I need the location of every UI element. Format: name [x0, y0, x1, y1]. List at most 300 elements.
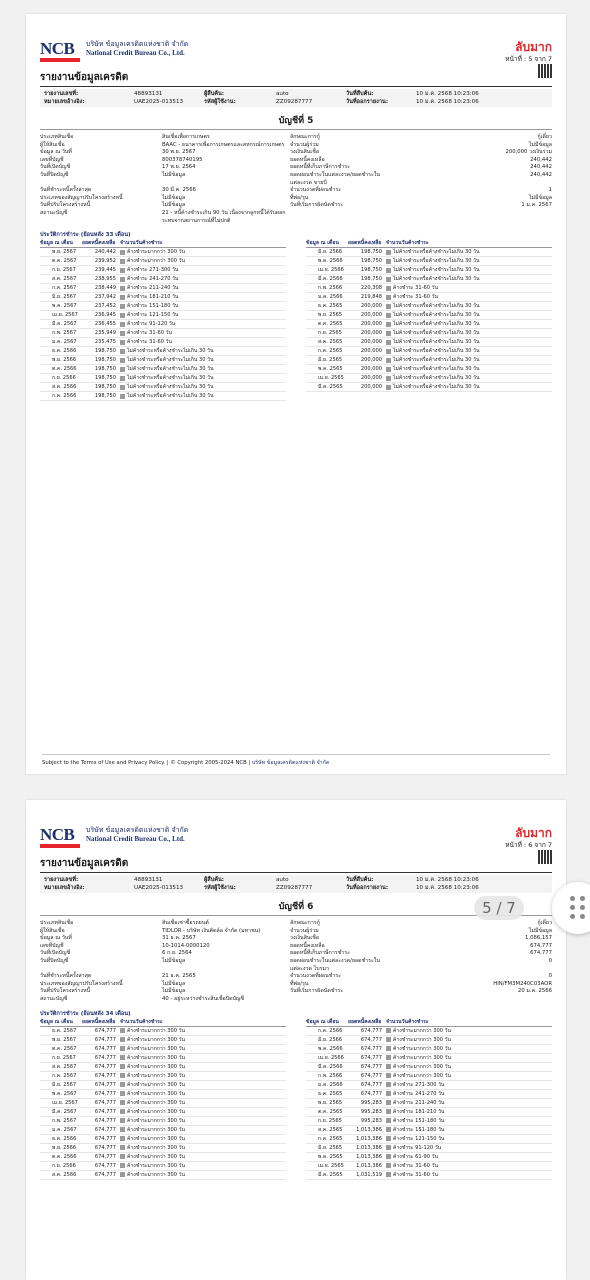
info-cell	[392, 996, 552, 1004]
history-month: ก.ค. 2567	[52, 285, 77, 292]
history-header-cell: จำนวนวันค้างชำระ	[120, 240, 163, 247]
history-month: พ.ค. 2567	[52, 1090, 77, 1097]
history-status-text: ค้างชำระ 211-240 วัน	[393, 1099, 445, 1106]
confidential-label: ลับมาก	[515, 40, 552, 54]
table-row	[40, 257, 286, 266]
info-cell: กู้เดี่ยว	[537, 920, 552, 926]
status-square-icon	[120, 1109, 125, 1114]
history-status-text: ไม่ค้างชำระหรือค้างชำระไม่เกิน 30 วัน	[127, 384, 214, 391]
status-square-icon	[386, 1064, 391, 1069]
status-square-icon	[386, 1127, 391, 1132]
history-status-text: ไม่ค้างชำระหรือค้างชำระไม่เกิน 30 วัน	[393, 348, 480, 355]
table-row	[40, 284, 286, 293]
ncb-logo	[40, 826, 82, 848]
status-square-icon	[120, 349, 125, 354]
table-row	[306, 1072, 552, 1081]
company-name-th: บริษัท ข้อมูลเครดิตแห่งชาติ จำกัด	[86, 40, 189, 48]
table-row	[40, 1135, 286, 1144]
history-month: พ.ย. 2567	[52, 1036, 77, 1043]
info-cell: 30 มี.ค. 2566	[162, 187, 196, 194]
status-square-icon	[386, 1109, 391, 1114]
status-square-icon	[386, 1091, 391, 1096]
history-status-text: ไม่ค้างชำระหรือค้างชำระไม่เกิน 30 วัน	[393, 357, 480, 364]
table-row	[40, 329, 286, 338]
report-header	[40, 826, 552, 852]
table-row	[306, 1162, 552, 1171]
table-row	[40, 1117, 286, 1126]
history-month: มี.ค. 2566	[318, 276, 343, 283]
table-row	[306, 356, 552, 365]
table-row	[40, 1126, 286, 1135]
history-balance: 674,777	[94, 1117, 116, 1124]
table-row	[40, 1162, 286, 1171]
info-cell: ไม่มีข้อมูล	[162, 957, 186, 964]
status-square-icon	[120, 394, 125, 399]
table-row	[306, 293, 552, 302]
history-month: เม.ย. 2566	[318, 1054, 344, 1061]
info-cell: ไม่มีข้อมูล	[528, 194, 552, 201]
status-square-icon	[120, 250, 125, 255]
meta-v3: 10 ม.ค. 2568 10:23:06	[416, 99, 479, 105]
history-status	[120, 356, 286, 364]
history-status	[120, 1063, 286, 1071]
report-page-5	[26, 14, 566, 774]
qr-code-icon	[538, 850, 552, 864]
history-header	[306, 1018, 552, 1027]
history-status-text: ไม่ค้างชำระหรือค้างชำระไม่เกิน 30 วัน	[393, 267, 480, 274]
history-month: มิ.ย. 2567	[52, 294, 77, 301]
history-status	[386, 1144, 552, 1152]
status-square-icon	[120, 1145, 125, 1150]
history-status	[386, 1135, 552, 1143]
status-square-icon	[386, 1136, 391, 1141]
history-header-cell: ข้อมูล ณ เดือน	[306, 240, 339, 247]
table-row	[306, 311, 552, 320]
history-balance: 198,750	[360, 276, 382, 283]
info-cell: ประเภทของสัญญาปรับโครงสร้างหนี้	[40, 980, 123, 987]
meta-k: รายงานเลขที่:	[44, 877, 79, 883]
history-status-text: ค้างชำระ 31-60 วัน	[127, 330, 172, 337]
table-row	[306, 1117, 552, 1126]
history-status	[386, 1162, 552, 1170]
history-status	[386, 1117, 552, 1125]
info-cell: ไม่มีข้อมูล	[528, 927, 552, 934]
table-row	[40, 1171, 286, 1180]
history-status	[120, 302, 286, 310]
history-balance: 674,777	[360, 1045, 382, 1052]
report-title-text: รายงานข้อมูลเครดิต	[40, 858, 129, 869]
history-status	[120, 329, 286, 337]
history-balance: 200,000	[360, 348, 382, 355]
status-square-icon	[386, 1172, 391, 1177]
page-footer	[42, 754, 550, 767]
history-status	[120, 1144, 286, 1152]
history-balance: 198,750	[360, 249, 382, 256]
history-balance: 238,955	[94, 276, 116, 283]
history-balance: 1,013,386	[356, 1162, 382, 1169]
history-status	[120, 383, 286, 391]
info-cell: ประเภทของสัญญาปรับโครงสร้างหนี้	[40, 194, 123, 201]
meta-v: 48893131	[134, 91, 163, 97]
info-cell: วันที่ชำระหนี้ครั้งล่าสุด	[40, 973, 92, 980]
meta-k2: รหัสผู้ใช้งาน:	[204, 885, 236, 891]
status-square-icon	[120, 322, 125, 327]
history-status-text: ค้างชำระมากกว่า 300 วัน	[127, 1063, 185, 1070]
info-cell: 10-1014-0000120	[162, 942, 210, 949]
history-balance: 674,777	[94, 1081, 116, 1088]
company-name-en: National Credit Bureau Co., Ltd.	[86, 835, 185, 843]
history-balance: 995,283	[360, 1099, 382, 1106]
table-row	[40, 320, 286, 329]
history-status	[386, 1090, 552, 1098]
table-row	[306, 329, 552, 338]
table-row	[306, 248, 552, 257]
report-title-text: รายงานข้อมูลเครดิต	[40, 72, 129, 83]
table-row	[40, 275, 286, 284]
history-month: ธ.ค. 2565	[318, 303, 343, 310]
info-cell: จำนวนงวดที่ผ่อนชำระ	[290, 973, 341, 980]
history-header-cell: จำนวนวันค้างชำระ	[386, 240, 429, 247]
report-meta	[40, 875, 552, 893]
grid-dots-icon	[570, 896, 586, 920]
info-cell: ประเภทสินเชื่อ	[40, 134, 74, 140]
table-row	[306, 275, 552, 284]
history-status-text: ค้างชำระ 211-240 วัน	[127, 285, 179, 292]
footer-link[interactable]: บริษัท ข้อมูลเครดิตแห่งชาติ จำกัด	[251, 760, 330, 766]
info-cell: ประเภทสินเชื่อ	[40, 920, 74, 926]
history-balance: 674,777	[94, 1108, 116, 1115]
history-status	[120, 1108, 286, 1116]
info-cell: ผู้ให้สินเชื่อ	[40, 141, 65, 148]
table-row	[306, 1036, 552, 1045]
report-meta	[40, 89, 552, 107]
history-balance: 674,777	[94, 1099, 116, 1106]
meta-v3: 10 ม.ค. 2568 10:23:06	[416, 91, 479, 97]
table-row	[306, 347, 552, 356]
history-balance: 674,777	[94, 1072, 116, 1079]
report-page-6	[26, 800, 566, 1280]
history-balance: 995,283	[360, 1117, 382, 1124]
history-column	[40, 1018, 286, 1180]
history-month: ก.พ. 2567	[52, 1117, 77, 1124]
history-month: ก.ย. 2565	[318, 330, 342, 337]
history-balance: 200,000	[360, 366, 382, 373]
status-square-icon	[386, 304, 391, 309]
history-header	[40, 239, 286, 248]
payment-history	[40, 1018, 552, 1180]
history-header-cell: ยอดหนี้คงเหลือ	[82, 240, 116, 247]
history-status-text: ค้างชำระมากกว่า 300 วัน	[127, 1117, 185, 1124]
history-month: มิ.ย. 2566	[318, 249, 343, 256]
history-status-text: ค้างชำระ 31-60 วัน	[393, 1162, 438, 1169]
table-row	[40, 383, 286, 392]
history-month: ม.ค. 2566	[318, 294, 343, 301]
status-square-icon	[120, 1091, 125, 1096]
history-balance: 239,445	[94, 267, 116, 274]
status-square-icon	[120, 268, 125, 273]
report-title	[40, 70, 552, 87]
history-month: ม.ค. 2567	[52, 1126, 77, 1133]
info-cell: 674,777	[530, 950, 552, 957]
status-square-icon	[120, 1028, 125, 1033]
status-square-icon	[120, 1163, 125, 1168]
history-status-text: ค้างชำระมากกว่า 300 วัน	[127, 1153, 185, 1160]
history-month: ต.ค. 2567	[52, 258, 77, 265]
account-title: บัญชีที่ 6	[40, 899, 552, 916]
history-status	[386, 1054, 552, 1062]
history-status	[120, 1081, 286, 1089]
history-status-text: ค้างชำระ 151-180 วัน	[393, 1117, 445, 1124]
status-square-icon	[120, 331, 125, 336]
history-status	[386, 1027, 552, 1035]
history-balance: 674,777	[94, 1162, 116, 1169]
table-row	[306, 1099, 552, 1108]
logo-bar	[40, 58, 80, 62]
info-cell: 30 พ.ย. 2567	[162, 149, 196, 156]
history-month: มี.ค. 2565	[318, 384, 343, 391]
history-balance: 674,777	[360, 1036, 382, 1043]
page-number: หน้าที่ : 5 จาก 7	[505, 55, 552, 63]
history-status-text: ค้างชำระ 241-270 วัน	[127, 276, 179, 283]
info-cell: HIN/FM3M240C03AOR	[493, 980, 552, 987]
account-info	[40, 920, 552, 1004]
history-status-text: ไม่ค้างชำระหรือค้างชำระไม่เกิน 30 วัน	[393, 312, 480, 319]
logo-text: NCB	[40, 825, 75, 844]
info-cell	[392, 210, 552, 225]
history-status	[386, 1063, 552, 1071]
history-status	[120, 374, 286, 382]
table-row	[40, 1072, 286, 1081]
history-balance: 1,031,519	[356, 1171, 382, 1178]
info-cell	[290, 210, 392, 225]
history-status-text: ค้างชำระมากกว่า 300 วัน	[393, 1054, 451, 1061]
history-status	[120, 392, 286, 400]
status-square-icon	[386, 1028, 391, 1033]
company-name	[86, 826, 188, 844]
history-status-text: ค้างชำระ 271-300 วัน	[127, 267, 179, 274]
history-status	[386, 383, 552, 391]
history-status-text: ไม่ค้างชำระหรือค้างชำระไม่เกิน 30 วัน	[393, 303, 480, 310]
table-row	[306, 1171, 552, 1180]
history-header-cell: ข้อมูล ณ เดือน	[306, 1018, 339, 1025]
history-month: มี.ค. 2567	[52, 321, 77, 328]
table-row	[306, 1144, 552, 1153]
history-status-text: ค้างชำระมากกว่า 300 วัน	[127, 1162, 185, 1169]
info-cell: วันที่เปิดบัญชี	[40, 164, 71, 171]
history-status	[120, 365, 286, 373]
info-cell: 240,442	[530, 171, 552, 178]
info-cell: สถานะบัญชี	[40, 209, 68, 216]
info-cell: 20 ม.ค. 2566	[518, 988, 552, 995]
history-month: ก.พ. 2566	[318, 285, 343, 292]
info-cell: ผู้ให้สินเชื่อ	[40, 927, 65, 934]
history-status	[120, 275, 286, 283]
history-balance: 674,777	[94, 1171, 116, 1178]
table-row	[306, 1090, 552, 1099]
status-square-icon	[386, 358, 391, 363]
info-cell: จำนวนงวดที่ผ่อนชำระ	[290, 187, 341, 194]
info-cell: วันที่เริ่มการผิดนัดชำระ	[290, 988, 344, 995]
history-month: ก.ย. 2567	[52, 1054, 76, 1061]
history-balance: 200,000	[360, 384, 382, 391]
history-status	[120, 1162, 286, 1170]
meta-k: รายงานเลขที่:	[44, 91, 79, 97]
info-cell: 1,086,157	[525, 935, 552, 942]
status-square-icon	[120, 1073, 125, 1078]
history-month: มิ.ย. 2566	[318, 1036, 343, 1043]
status-square-icon	[120, 1037, 125, 1042]
history-header-cell: ยอดหนี้คงเหลือ	[348, 240, 382, 247]
history-balance: 674,777	[360, 1063, 382, 1070]
history-status-text: ค้างชำระ 91-120 วัน	[393, 1144, 442, 1151]
meta-v: UAE2025-013513	[134, 99, 184, 105]
info-cell: ข้อมูล ณ วันที่	[40, 149, 72, 156]
table-row	[40, 248, 286, 257]
history-status-text: ค้างชำระ 151-180 วัน	[127, 303, 179, 310]
table-row	[306, 1081, 552, 1090]
info-cell: ที่พ่อ/รุน	[290, 980, 309, 987]
history-status	[386, 284, 552, 292]
history-balance: 674,777	[94, 1063, 116, 1070]
history-balance: 220,308	[360, 285, 382, 292]
history-status	[120, 320, 286, 328]
history-status	[386, 320, 552, 328]
status-square-icon	[120, 304, 125, 309]
history-status-text: ค้างชำระมากกว่า 300 วัน	[127, 1171, 185, 1178]
history-balance: 1,013,386	[356, 1153, 382, 1160]
history-status	[120, 1099, 286, 1107]
history-balance: 200,000	[360, 339, 382, 346]
info-cell: 40 - อยู่ระหว่างชำระสินเชื่อปิดบัญชี	[162, 995, 244, 1002]
payment-history-label: ประวัติการชำระ (ย้อนหลัง 33 เดือน)	[40, 232, 131, 239]
info-cell: วันที่เปิดบัญชี	[40, 950, 71, 957]
qr-code-icon	[538, 64, 552, 78]
footer-text: Subject to the Terms of Use and Privacy Policy. | © Copyright 2005-2024 NCB |	[42, 760, 251, 766]
history-status	[386, 1171, 552, 1179]
table-row	[306, 1126, 552, 1135]
history-month: มี.ค. 2566	[318, 1063, 343, 1070]
history-balance: 200,000	[360, 357, 382, 364]
meta-k3: วันที่ออกรายงาน:	[346, 99, 389, 105]
history-month: ก.ย. 2566	[52, 1162, 76, 1169]
meta-k2: ผู้สืบค้น:	[204, 877, 225, 883]
table-row	[40, 311, 286, 320]
history-month: มิ.ย. 2565	[318, 357, 343, 364]
status-square-icon	[120, 1136, 125, 1141]
info-cell: 31 ธ.ค. 2567	[162, 935, 196, 942]
history-status	[386, 347, 552, 355]
status-square-icon	[386, 313, 391, 318]
meta-k3: วันที่ออกรายงาน:	[346, 885, 389, 891]
status-square-icon	[386, 376, 391, 381]
meta-k: หมายเลขอ้างอิง:	[44, 885, 85, 891]
table-row	[40, 338, 286, 347]
history-status	[386, 1081, 552, 1089]
info-cell: 674,777	[530, 942, 552, 949]
history-balance: 238,449	[94, 285, 116, 292]
info-cell: ยอดหนี้ที่เก็บภาษีการชำระ	[290, 950, 350, 957]
meta-v3: 10 ม.ค. 2568 10:23:06	[416, 885, 479, 891]
history-month: ส.ค. 2567	[52, 1063, 77, 1070]
history-status-text: ค้างชำระมากกว่า 300 วัน	[127, 1108, 185, 1115]
history-month: พ.ย. 2565	[318, 312, 343, 319]
info-cell: 6 ก.ย. 2564	[162, 950, 192, 957]
history-header-cell: จำนวนวันค้างชำระ	[120, 1018, 163, 1025]
table-row	[40, 374, 286, 383]
history-balance: 674,777	[360, 1081, 382, 1088]
status-square-icon	[386, 1154, 391, 1159]
history-balance: 198,750	[360, 258, 382, 265]
history-balance: 200,000	[360, 321, 382, 328]
history-balance: 674,777	[94, 1045, 116, 1052]
meta-v3: 10 ม.ค. 2568 10:23:06	[416, 877, 479, 883]
history-balance: 1,013,386	[356, 1126, 382, 1133]
table-row	[306, 1054, 552, 1063]
status-square-icon	[120, 295, 125, 300]
history-balance: 674,777	[360, 1090, 382, 1097]
history-balance: 1,013,386	[356, 1144, 382, 1151]
table-row	[306, 338, 552, 347]
logo-text: NCB	[40, 39, 75, 58]
status-square-icon	[120, 340, 125, 345]
table-row	[40, 1144, 286, 1153]
history-month: ส.ค. 2566	[52, 384, 77, 391]
history-month: เม.ย. 2566	[318, 267, 344, 274]
history-balance: 198,750	[94, 366, 116, 373]
table-row	[306, 1153, 552, 1162]
history-status	[120, 284, 286, 292]
history-balance: 674,777	[360, 1072, 382, 1079]
history-status	[120, 257, 286, 265]
status-square-icon	[120, 1055, 125, 1060]
history-status-text: ไม่ค้างชำระหรือค้างชำระไม่เกิน 30 วัน	[393, 276, 480, 283]
status-square-icon	[120, 367, 125, 372]
status-square-icon	[120, 1100, 125, 1105]
history-status	[386, 356, 552, 364]
history-status-text: ไม่ค้างชำระหรือค้างชำระไม่เกิน 30 วัน	[393, 330, 480, 337]
info-cell: วันที่ชำระหนี้ครั้งล่าสุด	[40, 187, 92, 194]
meta-k3: วันที่สืบค้น:	[346, 877, 374, 883]
history-status-text: ค้างชำระ 61-90 วัน	[393, 1153, 438, 1160]
logo-bar	[40, 844, 80, 848]
info-cell: ไม่มีข้อมูล	[162, 202, 186, 209]
history-status-text: ไม่ค้างชำระหรือค้างชำระไม่เกิน 30 วัน	[393, 339, 480, 346]
history-month: ต.ค. 2565	[318, 1108, 343, 1115]
table-row	[40, 1054, 286, 1063]
history-status-text: ค้างชำระมากกว่า 300 วัน	[393, 1036, 451, 1043]
history-month: ธ.ค. 2565	[318, 1090, 343, 1097]
meta-v2: ZZ09287777	[276, 885, 313, 891]
history-status-text: ค้างชำระ 31-60 วัน	[393, 1171, 438, 1178]
status-square-icon	[386, 385, 391, 390]
history-status-text: ค้างชำระมากกว่า 300 วัน	[393, 1027, 451, 1034]
history-status-text: ค้างชำระมากกว่า 300 วัน	[127, 258, 185, 265]
history-month: ก.ค. 2566	[52, 393, 77, 400]
info-cell: ไม่มีข้อมูล	[162, 194, 186, 201]
report-header	[40, 40, 552, 66]
info-cell: 17 พ.ย. 2564	[162, 164, 196, 171]
history-balance: 200,000	[360, 375, 382, 382]
history-month: มิ.ย. 2567	[52, 1081, 77, 1088]
history-month: ต.ค. 2565	[318, 321, 343, 328]
table-row	[306, 383, 552, 392]
history-status	[120, 1072, 286, 1080]
history-status-text: ค้างชำระมากกว่า 300 วัน	[127, 1072, 185, 1079]
history-balance: 674,777	[94, 1144, 116, 1151]
history-month: ก.พ. 2566	[318, 1072, 343, 1079]
status-square-icon	[120, 385, 125, 390]
table-row	[40, 302, 286, 311]
